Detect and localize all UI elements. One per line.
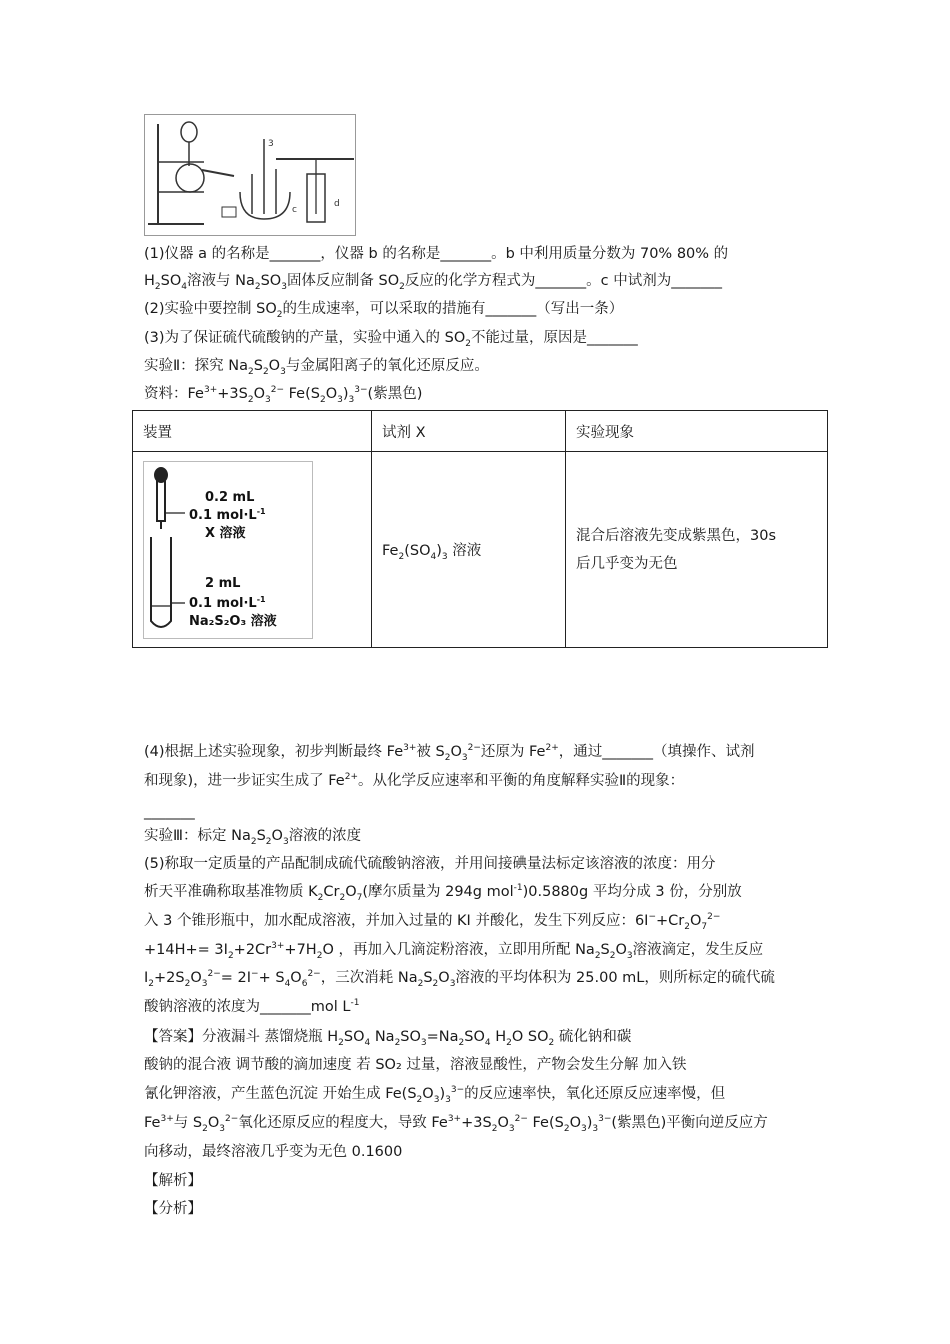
analysis-label: 【解析】 xyxy=(144,1173,202,1189)
apparatus-cell xyxy=(133,452,372,648)
phenomenon-cell: 混合后溶液先变成紫黑色，30s 后几乎变为无色 xyxy=(566,452,828,648)
q2-line: (2)实验中要控制 $SO_2$的生成速率，可以采取的措施有_______（写出一条） xyxy=(144,301,624,320)
experiment-table xyxy=(132,410,828,648)
answer-line3: 氰化钾溶液，产生蓝色沉淀 开始生成 $Fe(S_2O_3)_3^{3-}$的反应速率快，氧化还原反应速率慢，但 xyxy=(144,1085,726,1105)
header-apparatus: 装置 xyxy=(133,411,372,452)
svg-text:0.1 mol·L-1: 0.1 $mol\cdot L^{-1}$ xyxy=(189,506,266,523)
q5-line4: $+14H+= 3I_2+2Cr^{3+}+7H_2O$ ，再加入几滴淀粉溶液，立即用所配 $Na_2S_2O_3$溶液滴定，发生反应 xyxy=(144,941,764,961)
q4-line2: 和现象)，进一步证实生成了 $Fe^{2+}$。从化学反应速率和平衡的角度解释实验Ⅱ的现象： xyxy=(144,772,685,789)
exp2-title: 实验Ⅱ：探究 $Na_2S_2O_3$与金属阳离子的氧化还原反应。 xyxy=(144,358,489,377)
q5-line1: (5)称取一定质量的产品配制成硫代硫酸钠溶液，并用间接碘量法标定该溶液的浓度：用分 xyxy=(144,856,716,872)
q1-line1: (1)仪器 a 的名称是_______，仪器 b 的名称是_______。b 中利用质量分数为 70% 80% 的 xyxy=(144,246,729,262)
q5-line5: $I_2+2S_2O_3^{2-}= 2I^-+ S_4O_6^{2-}$，三次消耗 $Na_2S_2O_3$溶液的平均体积为 25.00 mL，则所标定的硫代硫 xyxy=(144,969,775,989)
apparatus-figure xyxy=(144,114,356,236)
exp3-title: 实验Ⅲ：标定 $Na_2S_2O_3$溶液的浓度 xyxy=(144,828,362,847)
test-tube-figure xyxy=(143,461,313,639)
fig-label-na: Na₂S₂O₃ 溶液 xyxy=(189,613,277,629)
header-reagent: 试剂 X xyxy=(372,411,566,452)
reagent-cell: $Fe_2(SO_4)_3$ 溶液 xyxy=(372,452,566,648)
answer-line4: $Fe^{3+}$与 $S_2O_3^{2-}$氧化还原反应的程度大，导致 $Fe^{3+}+3S_2O_3^{2-}$ $Fe(S_2O_3)_3^{3-}$(紫黑色)平衡向逆反应方 xyxy=(144,1114,768,1134)
svg-text:0.1 mol·L-1: 0.1 $mol\cdot L^{-1}$ xyxy=(189,594,266,611)
info-line: 资料：$Fe^{3+}+3S_2O_3^{2-}$ $Fe(S_2O_3)_3^{3-}$(紫黑色) xyxy=(144,385,423,405)
svg-text:d: d xyxy=(334,199,340,209)
q1-line2: $H_2SO_4$溶液与 $Na_2SO_3$固体反应制备 $SO_2$反应的化学方程式为_______。c 中试剂为_______ xyxy=(144,273,722,292)
q5-line3: 入 3 个锥形瓶中，加水配成溶液，并加入过量的 KI 并酸化，发生下列反应：$6I^-+Cr_2O_7^{2-}$ xyxy=(144,912,721,932)
svg-text:c: c xyxy=(292,205,297,215)
fig-label-conc2: 0.1 mol·L xyxy=(189,595,257,611)
header-phenomenon: 实验现象 xyxy=(566,411,828,452)
q5-line6: 酸钠溶液的浓度为_______mol $L^{-1}$ xyxy=(144,998,360,1015)
fig-label-vol1: 0.2 mL xyxy=(205,489,255,505)
fig-label-conc1: 0.1 mol·L xyxy=(189,507,257,523)
q3-line: (3)为了保证硫代硫酸钠的产量，实验中通入的 $SO_2$不能过量，原因是_______ xyxy=(144,330,638,349)
svg-text:3: 3 xyxy=(268,139,274,149)
fenxi-label: 【分析】 xyxy=(144,1201,202,1217)
fig-label-x: X 溶液 xyxy=(205,525,246,541)
q4-blank: _______ xyxy=(144,804,195,820)
answer-line1: 【答案】分液漏斗 蒸馏烧瓶 $H_2SO_4$ $Na_2SO_3=Na_2SO_4$ $H_2O$ $SO_2$ 硫化钠和碳 xyxy=(144,1029,632,1048)
answer-line5: 向移动，最终溶液几乎变为无色 0.1600 xyxy=(144,1144,403,1160)
answer-line2: 酸钠的混合液 调节酸的滴加速度 若 SO₂ 过量，溶液显酸性，产物会发生分解 加入铁 xyxy=(144,1057,687,1073)
q4-line1: (4)根据上述实验现象，初步判断最终 $Fe^{3+}$被 $S_2O_3^{2-}$还原为 $Fe^{2+}$，通过_______（填操作、试剂 xyxy=(144,743,755,763)
q5-line2: 析天平准确称取基准物质 $K_2Cr_2O_7$(摩尔质量为 294g mol$^{-1}$)0.5880g 平均分成 3 份，分别放 xyxy=(144,883,742,903)
fig-label-vol2: 2 mL xyxy=(205,575,241,591)
